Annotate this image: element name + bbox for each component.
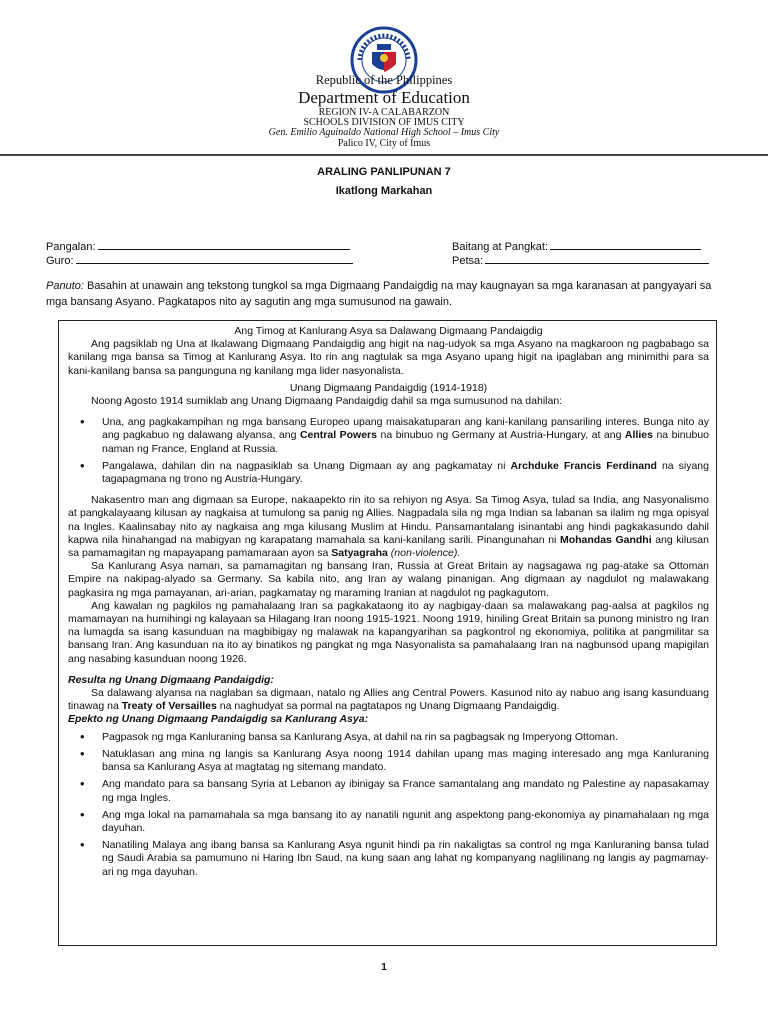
iran-paragraph: Ang kawalan ng pagkilos ng pamahalaang Iran sa pagkakataong ito ay nagbigay-daan sa malawakang pag-aalsa at pagkilos ng mamamayan na humihingi ng kalayaan sa Hilagang Iran noong 1915-1921. Noong 1919, hiniling Great Britain sa punong ministro ng Iran na lumagda sa isang kasunduan na magbibigay ng malawak na kapangyarihan sa pagkontrol ng ekonomiya, politika at pangmilitar sa bansang Iran. Ang kasunduan na ito ay binatikos ng pangkat ng mga Nasyonalista sa pamahalaang Iran na nagbunsod upang mapigilan ang nasabing kasunduan noong 1926.: [68, 599, 709, 665]
teacher-field[interactable]: [46, 252, 353, 267]
west-asia-paragraph: Sa Kanlurang Asya naman, sa pamamagitan ng bansang Iran, Russia at Great Britain ay nagsagawa ng pag-atake sa Ottoman Empire na nakipag-alyado sa Germany. Sa kabila nito, ang Iran ay walang pinanigan. Ang digmaan ay nagdulot ng malawakang pagkasira ng mga pamayanan, ari-arian, pagkamatay ng maraming Iranian at nagdulot ng pagkagutom.: [68, 560, 709, 599]
name-line[interactable]: [98, 238, 350, 250]
effect-item: • Pagpasok ng mga Kanluraning bansa sa Kanlurang Asya, at dahil na rin sa pagbagsak ng Imperyong Ottoman.: [68, 731, 709, 744]
grade-section-line[interactable]: [550, 238, 701, 250]
instructions-label: Panuto:: [46, 280, 84, 292]
instructions: [46, 278, 722, 310]
header-divider: [0, 154, 768, 156]
intro-paragraph: Ang pagsiklab ng Una at Ikalawang Digmaang Pandaigdig ang higit na nag-udyok sa mga Asyano na magkaroon ng pagbabago sa kanilang mga bansa sa Timog at Kanlurang Asya. Ito rin ang nagtulak sa mga Asyano upang higit na ipaglaban ang minimithi para sa kani-kanilang bansa sa pangunguna ng kanilang mga lider nasyonalista.: [68, 338, 709, 377]
region-name: REGION IV-A CALABARZON: [318, 107, 450, 118]
cause-item: • Pangalawa, dahilan din na nagpasiklab sa Unang Digmaan ay ang pagkamatay ni Archduke Francis Ferdinand na siyang tagapagmana ng trono ng Austria-Hungary.: [68, 460, 709, 486]
page-number: 1: [381, 962, 387, 973]
result-heading: Resulta ng Unang Digmaang Pandaigdig:: [68, 673, 274, 686]
teacher-label: Guro:: [46, 255, 74, 267]
effect-item: • Nanatiling Malaya ang ibang bansa sa Kanlurang Asya ngunit hindi pa rin nakaligtas sa control ng mga Kanluraning bansa tulad ng Saudi Arabia sa pamumuno ni Haring Ibn Saud, na kung saan ang lahat ng kompanyang naglilinang ng langis ay pagmamay-ari ng mga dayuhan.: [68, 839, 709, 879]
effect-item: • Ang mandato para sa bansang Syria at Lebanon ay ibinigay sa France samantalang ang mandato ng Palestine ay napasakamay ng mga Ingles.: [68, 778, 709, 804]
result-paragraph: Sa dalawang alyansa na naglaban sa digmaan, natalo ng Allies ang Central Powers. Kasunod nito ay nabuo ang isang kasunduang tinawag na Treaty of Versailles na naghudyat sa pormal na pagtatapos ng Unang Digmaang Pandaigdig.: [68, 687, 709, 713]
ww1-heading: Unang Digmaang Pandaigdig (1914-1918): [289, 381, 488, 394]
date-field[interactable]: [452, 252, 709, 267]
reading-box: [58, 320, 717, 946]
date-label: Petsa:: [452, 255, 484, 267]
effect-item: • Natuklasan ang mina ng langis sa Kanlurang Asya noong 1914 dahilan upang mas maging interesado ang mga Kanluraning bansa sa Kanlurang Asya at magtatag ng sitemang mandato.: [68, 748, 709, 774]
grade-section-label: Baitang at Pangkat:: [452, 241, 549, 253]
effects-list: [68, 731, 709, 879]
school-name: Gen. Emilio Aguinaldo National High School – Imus City: [268, 127, 500, 138]
name-field[interactable]: [46, 238, 350, 253]
cause-item: • Una, ang pagkakampihan ng mga bansang Europeo upang maisakatuparan ang kani-kanilang pansariling interes. Bunga nito ay ang pagkabuo ng dalawang alyansa, ang Central Powers na binubuo ng Germany at Austria-Hungary, at ang Allies na binubuo naman ng France, England at Russia.: [68, 416, 709, 456]
ww1-intro: Noong Agosto 1914 sumiklab ang Unang Digmaang Pandaigdig dahil sa mga sumusunod na dahilan:: [91, 395, 563, 408]
division-name: SCHOOLS DIVISION OF IMUS CITY: [303, 117, 465, 128]
grade-section-field[interactable]: [452, 238, 701, 253]
instructions-text: Basahin at unawain ang tekstong tungkol sa mga Digmaang Pandaigdig na may kaugnayan sa mga karanasan at pangyayari sa mga bansang Asyano. Pagkatapos nito ay sagutin ang mga sumusunod na gawain.: [46, 280, 712, 308]
effects-heading: Epekto ng Unang Digmaang Pandaigdig sa Kanlurang Asya:: [68, 713, 369, 726]
date-line[interactable]: [485, 252, 709, 264]
country-name: Republic of the Philippines: [315, 73, 453, 87]
subject-title: ARALING PANLIPUNAN 7: [317, 166, 451, 178]
causes-list: [68, 416, 709, 486]
reading-content: [68, 325, 709, 883]
south-asia-paragraph: Nakasentro man ang digmaan sa Europe, nakaapekto rin ito sa rehiyon ng Asya. Sa Timog Asya, tulad sa India, ang Nasyonalismo at pangkalayaang kilusan ay nagkaisa at tumulong sa panig ng Allies. Nagpadala sila ng mga Indian sa labanan sa ilalim ng mga opisyal na Ingles. Kaalinsabay nito ay nagkaisa ang mga kilusang Muslim at Hindu. Pansamantalang isinantabi ang hindi pagkakasundo dahil kapwa nila hinahangad na mabigyan ng karapatang mamahala sa kani-kanilang sarili. Pinangunahan ni Mohandas Gandhi ang kilusan sa pamamagitan ng mapayapang pamamaraan ayon sa Satyagraha (non-violence).: [68, 494, 709, 560]
quarter-title: Ikatlong Markahan: [335, 185, 433, 197]
reading-title: Ang Timog at Kanlurang Asya sa Dalawang Digmaang Pandaigdig: [234, 325, 543, 337]
department-name: Department of Education: [298, 88, 470, 107]
teacher-line[interactable]: [76, 252, 353, 264]
name-label: Pangalan:: [46, 241, 96, 253]
effect-item: • Ang mga lokal na pamamahala sa mga bansang ito ay nanatili ngunit ang aspektong pang-ekonomiya ay pinamahalaan ng mga dayuhan.: [68, 809, 709, 835]
school-address: Palico IV, City of Imus: [337, 138, 431, 149]
